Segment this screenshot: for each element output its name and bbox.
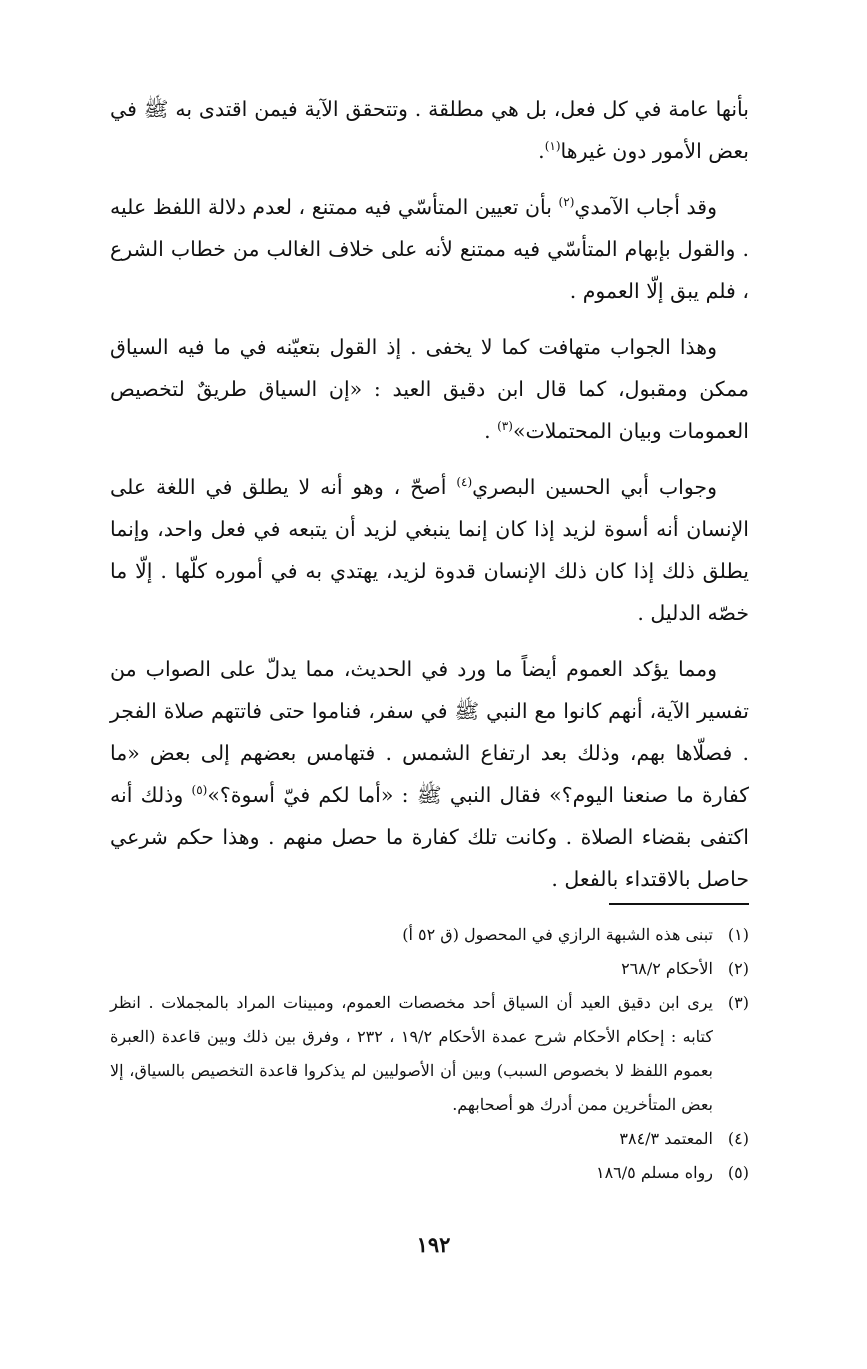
paragraph-2-text-b: بأن تعيين المتأسّي فيه ممتنع ، لعدم دلالة اللفظ عليه . والقول بإبهام المتأسّي فيه ممتنع لأنه على خلاف الغالب من خطاب الشرع ، فلم يبق إلّا العموم .: [110, 195, 749, 303]
paragraph-4: [110, 466, 749, 634]
footnote-number: (٣): [727, 993, 749, 1012]
footnote-text: يرى ابن دقيق العيد أن السياق أحد مخصصات العموم، ومبينات المراد بالمجملات . انظر كتابه : إحكام الأحكام شرح عمدة الأحكام ١٩/٢ ، ٢٣٢ ، وفرق بين ذلك وبين قاعدة (العبرة بعموم اللفظ لا بخصوص السبب) وبين أن الأصوليين لم يذكروا قاعدة التخصيص بالسياق، إلا بعض المتأخرين ممن أدرك هو أصحابهم.: [110, 993, 713, 1114]
footnote-text: الأحكام ٢٦٨/٢: [621, 959, 713, 978]
footnote-text: المعتمد ٣٨٤/٣: [619, 1129, 713, 1148]
paragraph-1: [110, 88, 749, 172]
paragraph-5: [110, 648, 749, 900]
paragraph-2: [110, 186, 749, 312]
paragraph-3-text-b: .: [484, 419, 498, 443]
footnote-2: [110, 952, 749, 986]
main-text: [110, 88, 749, 914]
paragraph-2-text-a: وقد أجاب الآمدي: [574, 195, 717, 219]
paragraph-3: [110, 326, 749, 452]
footnote-divider: [609, 903, 749, 905]
footnote-ref-1[interactable]: (١): [544, 139, 561, 153]
footnote-text: رواه مسلم ١٨٦/٥: [595, 1163, 713, 1182]
page-number: ١٩٢: [416, 1232, 451, 1257]
footnote-number: (٥): [727, 1163, 749, 1182]
paragraph-4-text-a: وجواب أبي الحسين البصري: [472, 475, 717, 499]
footnote-ref-2[interactable]: (٢): [558, 195, 575, 209]
paragraph-3-text-a: وهذا الجواب متهافت كما لا يخفى . إذ القول بتعيّنه في ما فيه السياق ممكن ومقبول، كما قال ابن دقيق العيد : «إن السياق طريقٌ لتخصيص العمومات وبيان المحتملات»: [110, 335, 749, 443]
paragraph-1-text-b: .: [538, 139, 545, 163]
footnote-ref-3[interactable]: (٣): [497, 419, 513, 433]
footnote-ref-5[interactable]: (٥): [191, 783, 208, 797]
paragraph-5-text-b: وذلك أنه اكتفى بقضاء الصلاة . وكانت تلك كفارة ما حصل منهم . وهذا حكم شرعي حاصل بالاقتداء بالفعل .: [110, 783, 749, 891]
footnote-5: [110, 1156, 749, 1190]
paragraph-1-text-a: بأنها عامة في كل فعل، بل هي مطلقة . وتتحقق الآية فيمن اقتدى به ﷺ في بعض الأمور دون غيرها: [110, 97, 749, 163]
footnote-number: (٢): [727, 959, 749, 978]
footnote-text: تبنى هذه الشبهة الرازي في المحصول (ق ٥٢ أ): [402, 925, 713, 944]
footnotes: [110, 918, 749, 1190]
paragraph-4-text-b: أصحّ ، وهو أنه لا يطلق في اللغة على الإنسان أنه أسوة لزيد إذا كان إنما ينبغي لزيد أن يتبعه في فعل واحد، وإنما يطلق ذلك إذا كان ذلك الإنسان قدوة لزيد، يهتدي به في أموره كلّها . إلّا ما خصّه الدليل .: [110, 475, 749, 625]
paragraph-5-text-a: ومما يؤكد العموم أيضاً ما ورد في الحديث، مما يدلّ على الصواب من تفسير الآية، أنهم كانوا مع النبي ﷺ في سفر، فناموا حتى فاتتهم صلاة الفجر . فصلّاها بهم، وذلك بعد ارتفاع الشمس . فتهامس بعضهم إلى بعض «ما كفارة ما صنعنا اليوم؟» فقال النبي ﷺ : «أما لكم فيّ أسوة؟»: [110, 657, 749, 807]
footnote-number: (١): [727, 925, 749, 944]
footnote-1: [110, 918, 749, 952]
footnote-number: (٤): [727, 1129, 749, 1148]
footnote-ref-4[interactable]: (٤): [456, 475, 473, 489]
footnote-3: [110, 986, 749, 1122]
footnote-4: [110, 1122, 749, 1156]
